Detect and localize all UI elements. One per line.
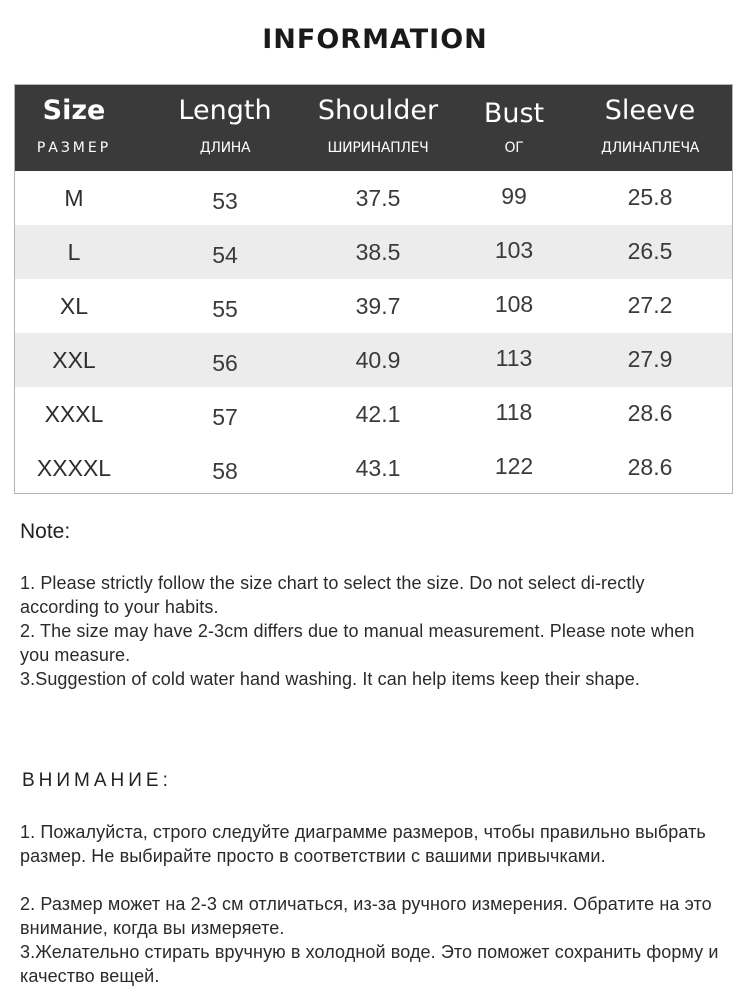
sleeve-cell: 27.2 bbox=[627, 292, 673, 318]
bust-cell: 113 bbox=[495, 345, 533, 371]
length-cell: 55 bbox=[212, 296, 238, 322]
shoulder-cell: 38.5 bbox=[355, 239, 401, 265]
length-cell: 56 bbox=[212, 350, 238, 376]
note-ru-item-3: 3.Желательно стирать вручную в холодной воде. Это поможет сохранить форму и качество вещей. bbox=[20, 942, 719, 986]
shoulder-cell: 40.9 bbox=[355, 347, 401, 373]
bust-cell: 103 bbox=[494, 237, 534, 263]
note-ru-item-1: 1. Пожалуйста, строго следуйте диаграмме размеров, чтобы правильно выбрать размер. Не выбирайте просто в соответствии с вашими привычками. bbox=[20, 822, 706, 866]
table-row bbox=[15, 441, 732, 495]
header-shoulder bbox=[313, 85, 443, 171]
length-cell: 57 bbox=[212, 404, 238, 430]
note-item-1: 1. Please strictly follow the size chart to select the size. Do not select di-rectly according to your habits. bbox=[20, 573, 645, 617]
header-size-label: Size bbox=[42, 95, 106, 126]
header-shoulder-label: Shoulder bbox=[317, 95, 439, 126]
sleeve-cell: 27.9 bbox=[627, 346, 673, 372]
size-chart-table bbox=[14, 84, 733, 494]
table-row bbox=[15, 171, 732, 225]
header-size bbox=[15, 85, 133, 171]
note-heading: Note: bbox=[20, 520, 71, 543]
header-length-label: Length bbox=[178, 95, 272, 126]
sleeve-cell: 26.5 bbox=[627, 238, 673, 264]
header-sleeve bbox=[587, 85, 713, 171]
header-sleeve-label-ru: ДЛИНАПЛЕЧА bbox=[600, 140, 700, 156]
note-ru-item-2: 2. Размер может на 2-3 см отличаться, из-за ручного измерения. Обратите на это внимание, когда вы измеряете. bbox=[20, 894, 712, 938]
header-shoulder-label-ru: ШИРИНАПЛЕЧ bbox=[327, 140, 429, 156]
bust-cell: 108 bbox=[494, 291, 534, 317]
size-cell: XXL bbox=[52, 347, 96, 373]
header-length bbox=[165, 85, 285, 171]
size-cell: XXXL bbox=[44, 401, 104, 427]
table-row bbox=[15, 333, 732, 387]
length-cell: 53 bbox=[212, 188, 238, 214]
header-bust bbox=[455, 85, 573, 171]
page-title: INFORMATION bbox=[262, 24, 488, 55]
shoulder-cell: 39.7 bbox=[355, 293, 401, 319]
sleeve-cell: 25.8 bbox=[627, 184, 673, 210]
shoulder-cell: 37.5 bbox=[355, 185, 401, 211]
shoulder-cell: 42.1 bbox=[355, 401, 401, 427]
header-sleeve-label: Sleeve bbox=[604, 95, 696, 126]
size-cell: M bbox=[64, 185, 84, 211]
table-header bbox=[15, 85, 732, 171]
bust-cell: 122 bbox=[494, 453, 534, 479]
table-row bbox=[15, 387, 732, 441]
sleeve-cell: 28.6 bbox=[627, 454, 673, 480]
sleeve-cell: 28.6 bbox=[627, 400, 673, 426]
size-cell: L bbox=[67, 239, 81, 265]
table-row bbox=[15, 225, 732, 279]
length-cell: 58 bbox=[212, 458, 238, 484]
note-item-3: 3.Suggestion of cold water hand washing. It can help items keep their shape. bbox=[20, 669, 640, 689]
bust-cell: 118 bbox=[495, 399, 533, 425]
header-bust-label: Bust bbox=[483, 98, 545, 129]
table-row bbox=[15, 279, 732, 333]
note-heading-ru: ВНИМАНИЕ: bbox=[22, 770, 172, 791]
note-item-2: 2. The size may have 2-3cm differs due to manual measurement. Please note when you measure. bbox=[20, 621, 695, 665]
bust-cell: 99 bbox=[501, 183, 527, 209]
size-cell: XXXXL bbox=[36, 455, 112, 481]
length-cell: 54 bbox=[212, 242, 238, 268]
size-cell: XL bbox=[59, 293, 89, 319]
header-size-label-ru: РАЗМЕР bbox=[36, 140, 112, 156]
shoulder-cell: 43.1 bbox=[355, 455, 401, 481]
header-bust-label-ru: ОГ bbox=[504, 140, 524, 156]
header-length-label-ru: ДЛИНА bbox=[199, 140, 251, 156]
